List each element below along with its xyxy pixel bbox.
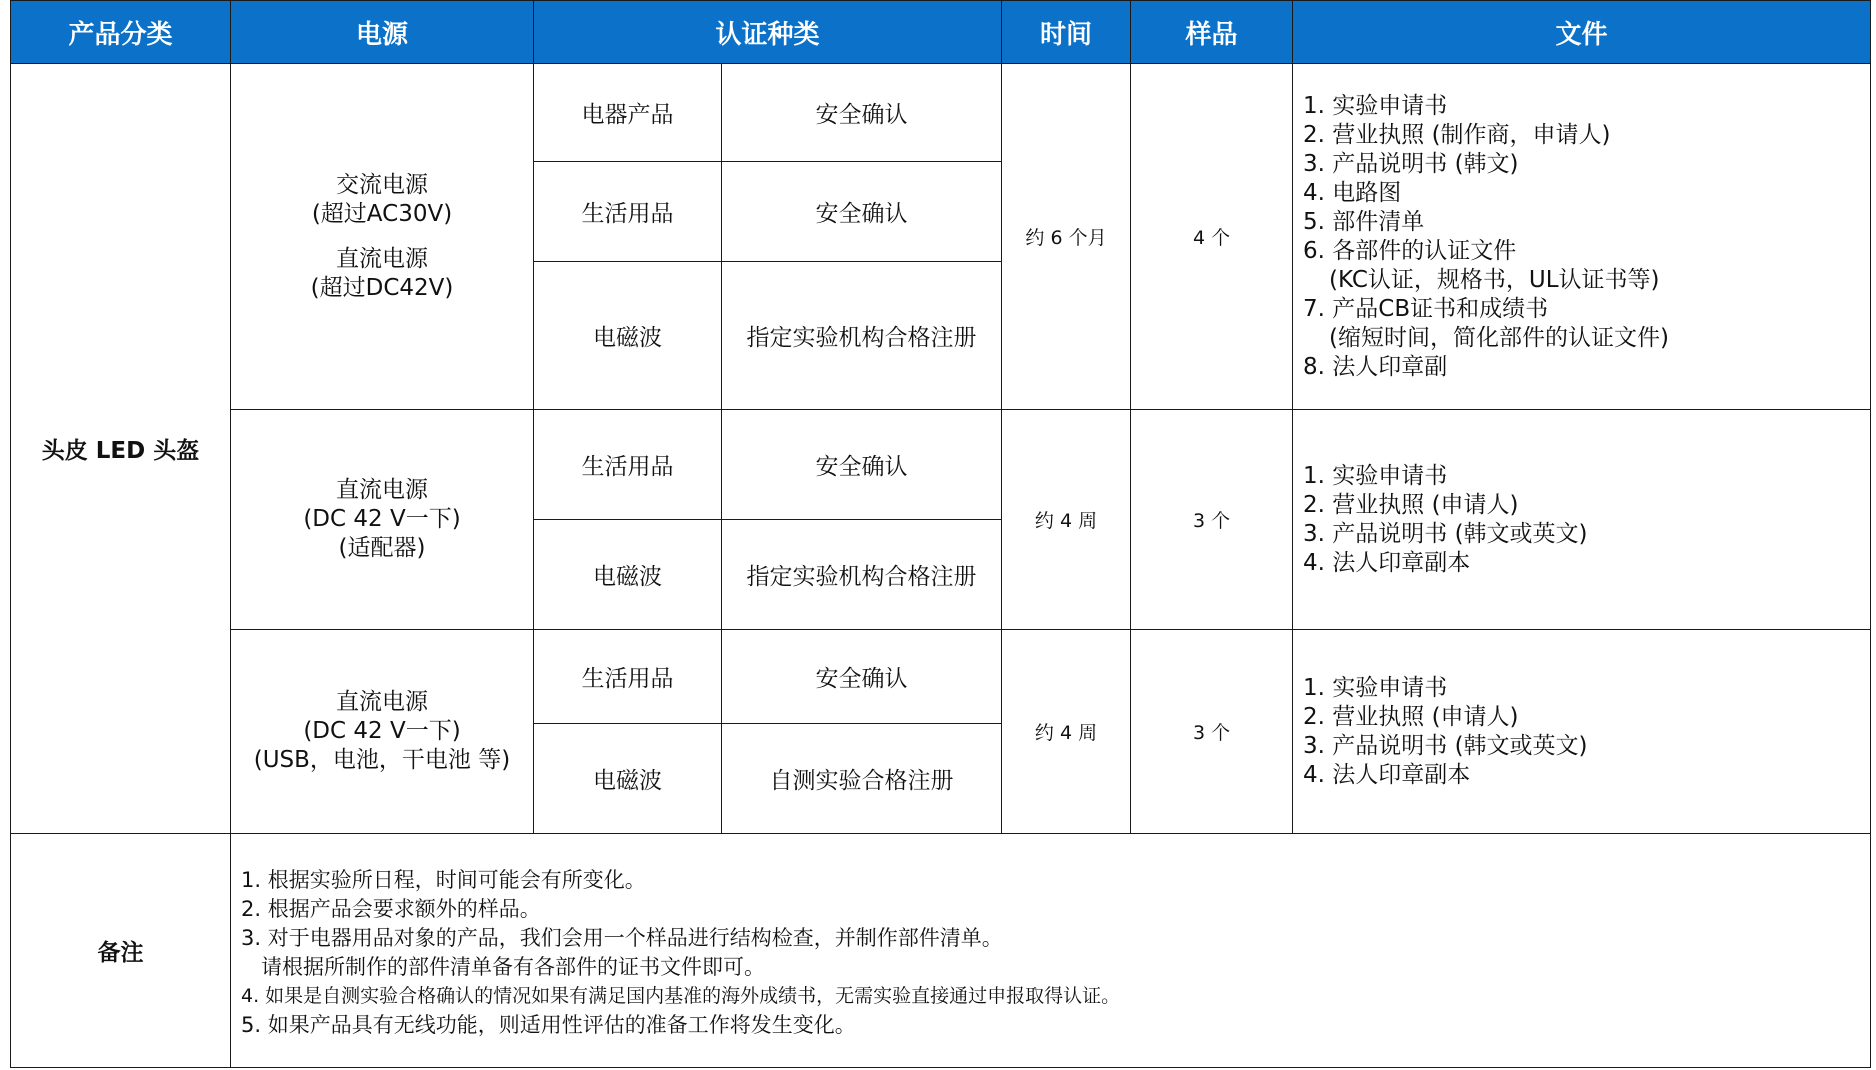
power-line: (DC 42 V一下) [303,718,461,744]
cert-name: 指定实验机构合格注册 [722,262,1002,410]
file-item: 5. 部件清单 [1303,208,1425,235]
header-category: 产品分类 [11,1,231,64]
power-line: (超过AC30V) [311,200,453,227]
file-item: 2. 营业执照 (制作商，申请人) [1303,121,1611,148]
cert-type: 生活用品 [534,410,722,520]
power-cell [231,64,534,410]
power-cell [231,630,534,834]
power-line: 直流电源 [336,689,428,715]
files-cell [1293,630,1871,834]
files-cell [1293,64,1871,410]
cert-name: 安全确认 [722,162,1002,262]
remarks-label: 备注 [11,834,231,1068]
cert-type: 生活用品 [534,162,722,262]
power-line: 交流电源 [336,171,428,198]
file-item: 1. 实验申请书 [1303,92,1448,119]
remark-item: 3. 对于电器用品对象的产品，我们会用一个样品进行结构检查，并制作部件清单。 [241,925,1003,950]
product-category: 头皮 LED 头盔 [11,64,231,834]
files-cell [1293,410,1871,630]
file-item: 1. 实验申请书 [1303,674,1448,701]
header-cert-type: 认证种类 [534,1,1002,64]
cert-type: 电磁波 [534,262,722,410]
file-item: (KC认证，规格书，UL认证书等) [1329,266,1660,293]
time-cell: 约 6 个月 [1002,64,1131,410]
power-line: 直流电源 [336,477,428,503]
power-line: (DC 42 V一下) [303,506,461,532]
header-time: 时间 [1002,1,1131,64]
power-line: (USB，电池，干电池 等) [253,747,511,773]
remark-item: 2. 根据产品会要求额外的样品。 [241,896,541,921]
header-row [11,1,1871,64]
cert-name: 指定实验机构合格注册 [722,520,1002,630]
file-item: 2. 营业执照 (申请人) [1303,703,1519,730]
file-item: 3. 产品说明书 (韩文或英文) [1303,520,1588,547]
file-item: 4. 法人印章副本 [1303,761,1471,788]
file-item: (缩短时间，简化部件的认证文件) [1329,324,1669,351]
file-item: 2. 营业执照 (申请人) [1303,491,1519,518]
samples-cell: 4 个 [1131,64,1293,410]
file-item: 3. 产品说明书 (韩文或英文) [1303,732,1588,759]
remark-item: 1. 根据实验所日程，时间可能会有所变化。 [241,867,646,892]
cert-name: 安全确认 [722,64,1002,162]
power-line: 直流电源 [336,245,428,272]
header-files: 文件 [1293,1,1871,64]
remarks-row [11,834,1871,1068]
file-item: 1. 实验申请书 [1303,462,1448,489]
table-row [11,410,1871,520]
cert-name: 安全确认 [722,630,1002,724]
cert-type: 电磁波 [534,520,722,630]
samples-cell: 3 个 [1131,410,1293,630]
remark-item: 请根据所制作的部件清单备有各部件的证书文件即可。 [261,954,765,979]
cert-type: 电器产品 [534,64,722,162]
file-item: 6. 各部件的认证文件 [1303,237,1517,264]
header-power: 电源 [231,1,534,64]
file-item: 7. 产品CB证书和成绩书 [1303,295,1549,322]
time-cell: 约 4 周 [1002,410,1131,630]
table-row [11,630,1871,724]
file-item: 4. 电路图 [1303,179,1402,206]
power-cell [231,410,534,630]
remark-item: 5. 如果产品具有无线功能，则适用性评估的准备工作将发生变化。 [241,1012,856,1037]
file-item: 3. 产品说明书 (韩文) [1303,150,1519,177]
power-line: (适配器) [338,535,426,561]
cert-type: 生活用品 [534,630,722,724]
cert-name: 自测实验合格注册 [722,724,1002,834]
file-item: 8. 法人印章副 [1303,353,1448,380]
header-samples: 样品 [1131,1,1293,64]
remark-item: 4. 如果是自测实验合格确认的情况如果有满足国内基准的海外成绩书，无需实验直接通过申报取得认证。 [241,984,1121,1007]
table-row [11,64,1871,162]
cert-type: 电磁波 [534,724,722,834]
time-cell: 约 4 周 [1002,630,1131,834]
cert-name: 安全确认 [722,410,1002,520]
power-line: (超过DC42V) [310,274,454,301]
file-item: 4. 法人印章副本 [1303,549,1471,576]
samples-cell: 3 个 [1131,630,1293,834]
certification-table [10,0,1871,1068]
remarks-cell [231,834,1871,1068]
